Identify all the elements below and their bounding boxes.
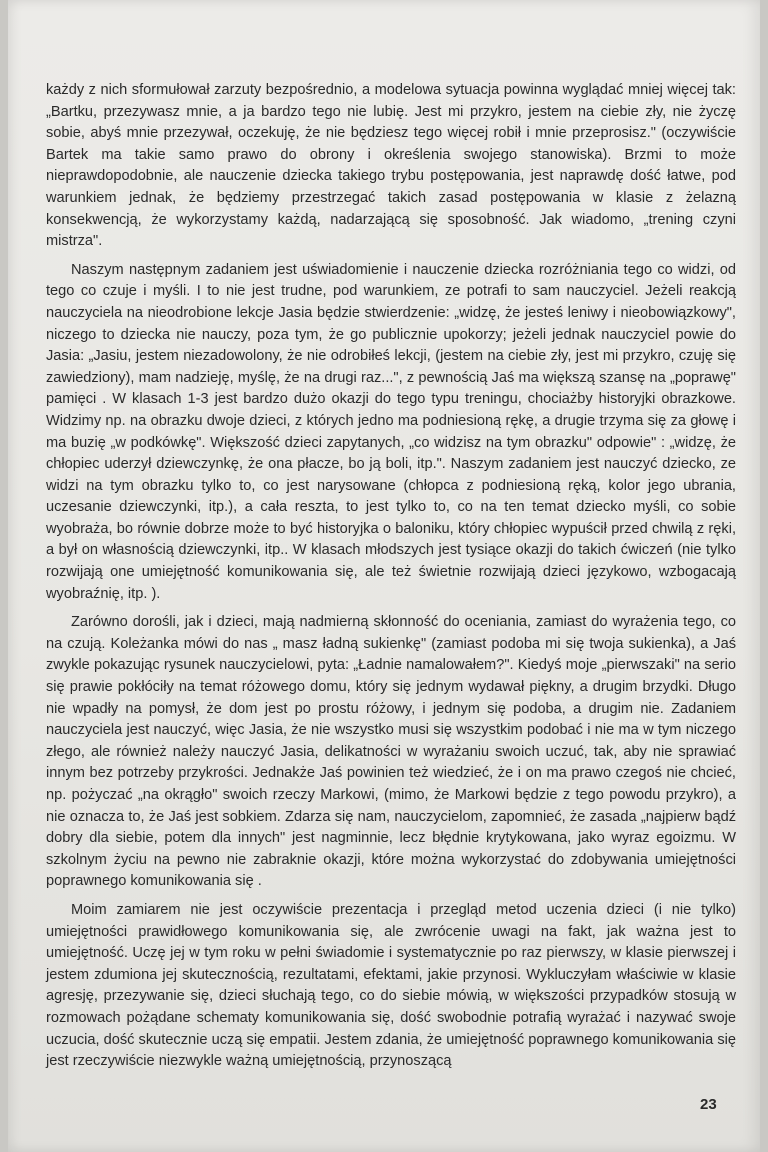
- paragraph-2: Naszym następnym zadaniem jest uświadomienie i nauczenie dziecka rozróżniania tego co widzi, od tego co czuje i myśli. I to nie jest trudne, pod warunkiem, ze potrafi to sam nauczyciel. Jeżeli reakcją nauczyciela na nieodrobione lekcje Jasia będzie stwierdzenie: „widzę, że jesteś leniwy i nieobowiązkowy", niczego to dziecka nie nauczy, poza tym, że go publicznie upokorzy; jeżeli jednak nauczyciel powie do Jasia: „Jasiu, jestem niezadowolony, że nie odrobiłeś lekcji, (jestem na ciebie zły, jest mi przykro, czuję się zawiedziony), mam nadzieję, myślę, że na drugi raz...", z pewnością Jaś ma większą szansę na „poprawę" pamięci . W klasach 1-3 jest bardzo dużo okazji do tego typu treningu, chociażby historyjki obrazkowe. Widzimy np. na obrazku dwoje dzieci, z których jedno ma podniesioną rękę, a drugie trzyma się za głowę i ma buzię „w podkówkę". Większość dzieci zapytanych, „co widzisz na tym obrazku" odpowie" : „widzę, że chłopiec uderzył dziewczynkę, że ona płacze, bo ją boli, itp.". Naszym zadaniem jest nauczyć dziecko, ze widzi na tym obrazku tylko to, co jest narysowane (chłopca z podniesioną ręką, kolor jego ubrania, uczesanie dziewczynki, itp.), a cała reszta, to jest tylko to, co na ten temat dziecko myśli, co sobie wyobraża, bo równie dobrze może to być historyjka o baloniku, który chłopiec wypuścił przed chwilą z ręki, a był on własnością dziewczynki, itp.. W klasach młodszych jest tysiące okazji do takich ćwiczeń (nie tylko rozwijają one umiejętność komunikowania się, ale też świetnie rozwijają dzieci językowo, wzbogacają wyobraźnię, itp. ).: [46, 261, 736, 602]
- paragraph-1: każdy z nich sformułował zarzuty bezpośrednio, a modelowa sytuacja powinna wyglądać mniej więcej tak: „Bartku, przezywasz mnie, a ja bardzo tego nie lubię. Jest mi przykro, jestem na ciebie zły, nie życzę sobie, abyś mnie przezywał, oczekuję, że nie będziesz tego więcej robił i mnie przeprosisz." (oczywiście Bartek ma takie samo prawo do obrony i określenia swojego stanowiska). Brzmi to może nieprawdopodobnie, ale nauczenie dziecka takiego trybu postępowania, jest naprawdę dość łatwe, pod warunkiem jednak, że będziemy przestrzegać takich zasad postępowania w klasie z żelazną konsekwencją, że wykorzystamy każdą, nadarzającą się sposobność. Jak wiadomo, „trening czyni mistrza".: [46, 82, 736, 250]
- paragraph-4: Moim zamiarem nie jest oczywiście prezentacja i przegląd metod uczenia dzieci (i nie tylko) umiejętności prawidłowego komunikowania się, ale zwrócenie uwagi na fakt, jak ważna jest to umiejętność. Uczę jej w tym roku w pełni świadomie i systematycznie po raz pierwszy, w klasie pierwszej i jestem zdumiona jej skutecznością, rezultatami, efektami, jakie przynosi. Wykluczyłam właściwie w klasie agresję, przezywanie się, dzieci słuchają tego, co do siebie mówią, w większości przypadków stosują w rozmowach pożądane schematy komunikowania się, dość swobodnie potrafią wyrażać i nazywać swoje uczucia, dość skutecznie uczą się empatii. Jestem zdania, że umiejętność poprawnego komunikowania się jest rzeczywiście niezwykle ważną umiejętnością, przynoszącą: [46, 901, 736, 1070]
- body-text: [46, 80, 736, 1080]
- book-page: [8, 0, 760, 1152]
- page-number: 23: [700, 1096, 717, 1113]
- paragraph-3: Zarówno dorośli, jak i dzieci, mają nadmierną skłonność do oceniania, zamiast do wyrażenia tego, co na czują. Koleżanka mówi do nas „ masz ładną sukienkę" (zamiast podoba mi się twoja sukienka), a Jaś zwykle pokazując rysunek nauczycielowi, pyta: „Ładnie namalowałem?". Kiedyś moje „pierwszaki" na serio się prawie pokłóciły na temat różowego domu, który się jednym wydawał piękny, a drugim brzydki. Długo nie wpadły na pomysł, że dom jest po prostu różowy, i jednym się podoba, a drugim nie. Zadaniem nauczyciela jest nauczyć, więc Jasia, że nie wszystko musi się wszystkim podobać i nie ma w tym niczego złego, ale również należy nauczyć Jasia, delikatności w wyrażaniu swoich uczuć, tak, aby nie sprawiać innym bez potrzeby przykrości. Jednakże Jaś powinien też wiedzieć, że i on ma prawo czegoś nie chcieć, np. pożyczać „na okrągło" swoich rzeczy Markowi, (mimo, że Markowi będzie z tego powodu przykro), a nie oznacza to, że Jaś jest sobkiem. Zdarza się nam, nauczycielom, zapomnieć, że zasada „najpierw bądź dobry dla siebie, potem dla innych" jest nagminnie, lecz błędnie krytykowana, jako wyraz egoizmu. W szkolnym życiu na pewno nie zabraknie okazji, które można wykorzystać do zdobywania umiejętności poprawnego komunikowania się .: [46, 614, 736, 890]
